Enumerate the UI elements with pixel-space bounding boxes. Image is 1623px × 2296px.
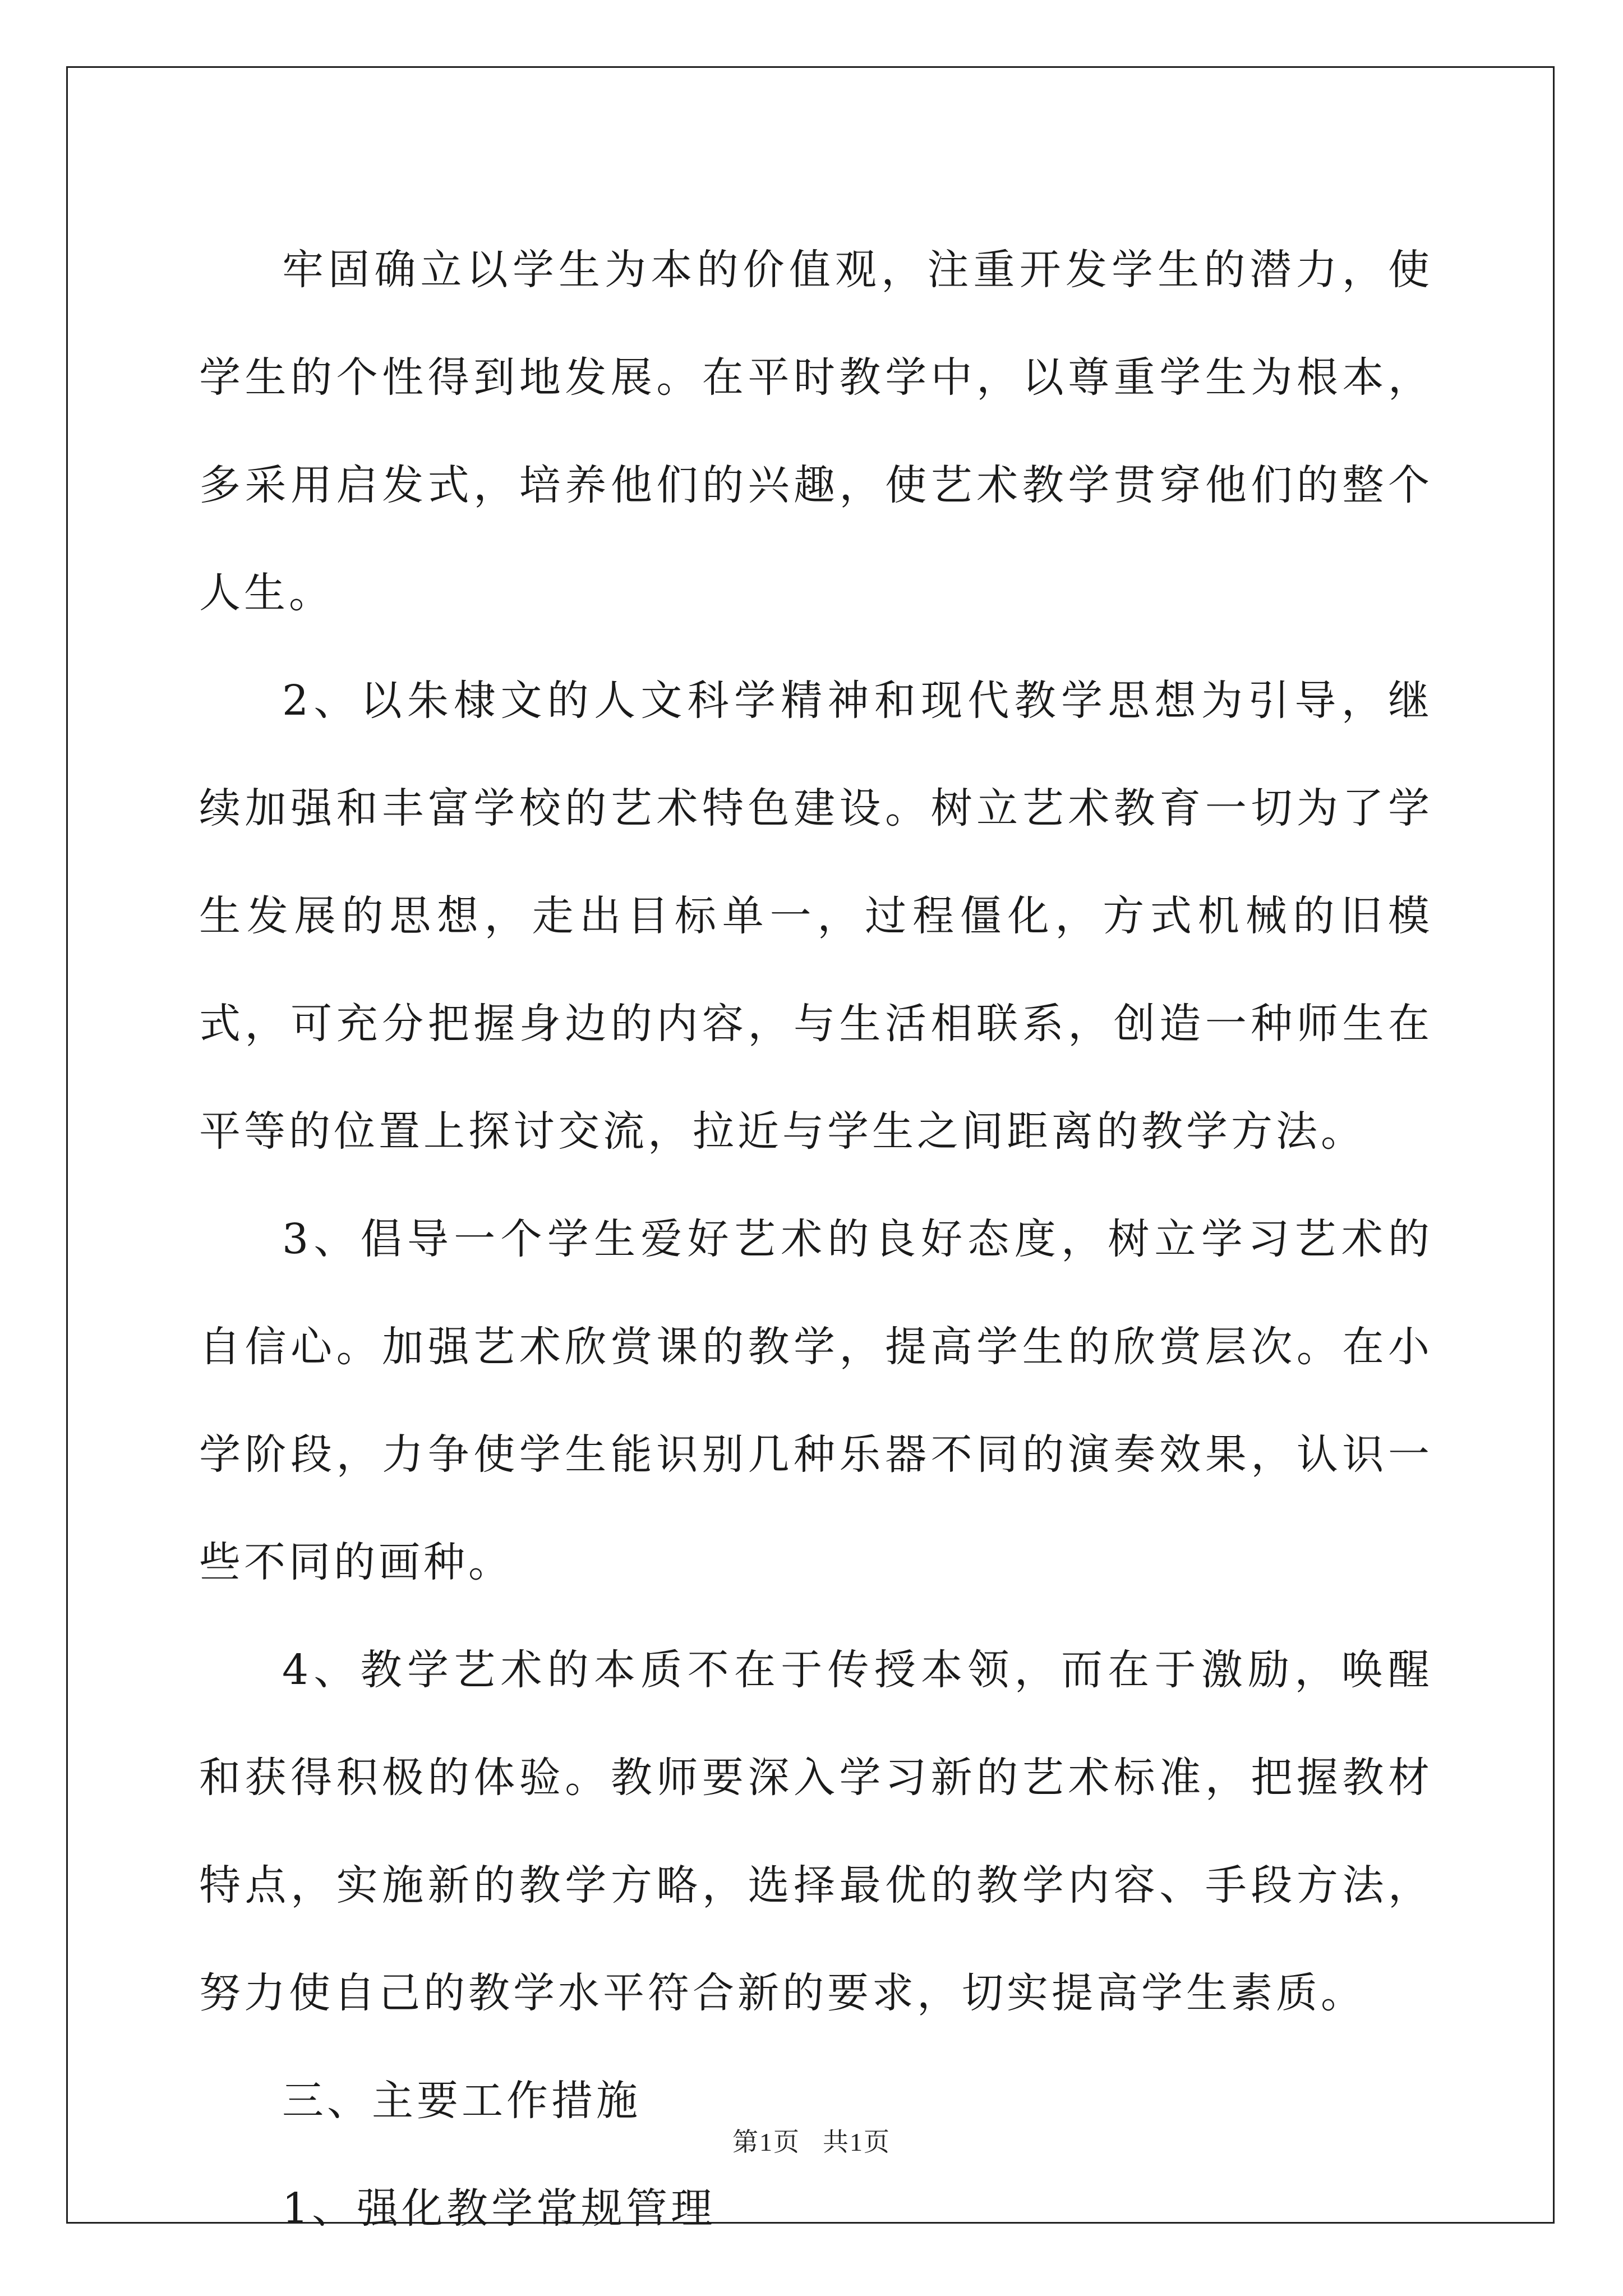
paragraph-1: 牢固确立以学生为本的价值观，注重开发学生的潜力，使学生的个性得到地发展。在平时教学中，以尊重学生为根本，多采用启发式，培养他们的兴趣，使艺术教学贯穿他们的整个人生。 [199, 246, 1433, 617]
subsection-heading: 1、强化教学常规管理 [282, 2184, 716, 2233]
document-body [199, 216, 1433, 2262]
paragraph-3: 3、倡导一个学生爱好艺术的良好态度，树立学习艺术的自信心。加强艺术欣赏课的教学，提高学生的欣赏层次。在小学阶段，力争使学生能识别几种乐器不同的演奏效果，认识一些不同的画种。 [199, 1215, 1433, 1586]
page-footer [0, 2122, 1623, 2159]
page-number: 第1页 [732, 2128, 800, 2156]
paragraph-2: 2、以朱棣文的人文科学精神和现代教学思想为引导，继续加强和丰富学校的艺术特色建设。树立艺术教育一切为了学生发展的思想，走出目标单一，过程僵化，方式机械的旧模式，可充分把握身边的内容，与生活相联系，创造一种师生在平等的位置上探讨交流，拉近与学生之间距离的教学方法。 [199, 677, 1433, 1156]
page-total: 共1页 [823, 2128, 891, 2156]
paragraph-4: 4、教学艺术的本质不在于传授本领，而在于激励，唤醒和获得积极的体验。教师要深入学习新的艺术标准，把握教材特点，实施新的教学方略，选择最优的教学内容、手段方法，努力使自己的教学水平符合新的要求，切实提高学生素质。 [199, 1646, 1433, 2017]
section-heading: 三、主要工作措施 [282, 2077, 641, 2125]
